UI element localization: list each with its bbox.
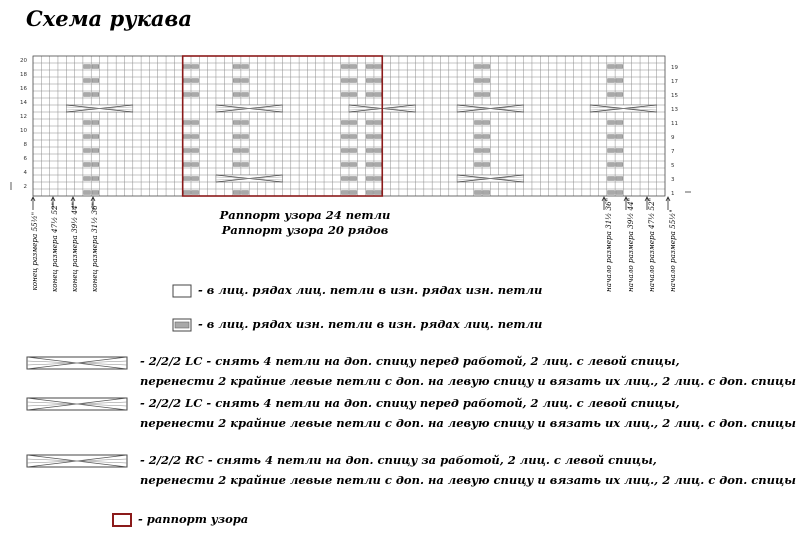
purl-cell [242, 191, 249, 195]
purl-cell [366, 65, 373, 69]
purl-cell [475, 191, 482, 195]
purl-cell [84, 135, 91, 139]
legend-lc2-line1: - 2/2/2 LC - снять 4 петли на доп. спицу перед работой, 2 лиц. с левой спицы, [140, 396, 680, 410]
purl-cell [341, 79, 348, 83]
purl-cell [183, 163, 190, 167]
purl-cell [350, 191, 357, 195]
purl-cell [183, 121, 190, 125]
purl-cell [341, 191, 348, 195]
purl-cell [483, 121, 490, 125]
purl-cell [616, 79, 623, 83]
row-label-right: 5 [671, 163, 675, 169]
purl-cell [366, 177, 373, 181]
purl-cell [475, 149, 482, 153]
size-marker-left-4: конец размера 31½ 36" [90, 202, 99, 292]
size-marker-right-4: начало размера 55½" [668, 209, 677, 292]
purl-cell [92, 149, 99, 153]
purl-cell [92, 79, 99, 83]
purl-cell [341, 93, 348, 97]
purl-cell [608, 79, 615, 83]
purl-cell [350, 93, 357, 97]
size-marker-right-1: начало размера 31½ 36" [604, 197, 613, 292]
purl-cell [375, 163, 382, 167]
row-label-left: 14 [20, 100, 27, 106]
purl-cell [375, 191, 382, 195]
row-label-right: 7 [671, 149, 675, 155]
row-label-right: 11 [671, 121, 678, 127]
legend-rc-line2: перенести 2 крайние левые петли с доп. на левую спицу и вязать их лиц., 2 лиц. с доп. спицы [140, 473, 796, 487]
row-label-left: 20 [20, 58, 27, 64]
purl-cell [366, 135, 373, 139]
row-label-left: 6 [23, 156, 27, 162]
purl-cell [475, 65, 482, 69]
row-label-left: 2 [23, 184, 27, 190]
legend-lc2-line2: перенести 2 крайние левые петли с доп. на левую спицу и вязать их лиц., 2 лиц. с доп. спицы [140, 416, 796, 430]
purl-cell [375, 79, 382, 83]
purl-cell [192, 121, 199, 125]
purl-cell [233, 135, 240, 139]
purl-cell [483, 149, 490, 153]
rapport-stitches-label: Раппорт узора 24 петли [219, 208, 391, 222]
purl-cell [242, 149, 249, 153]
purl-cell [183, 177, 190, 181]
purl-cell [483, 93, 490, 97]
row-label-left: 8 [23, 142, 27, 148]
purl-cell [375, 121, 382, 125]
purl-cell [616, 191, 623, 195]
purl-cell [84, 163, 91, 167]
purl-cell [475, 135, 482, 139]
legend-lc-cable-symbol [27, 357, 127, 369]
purl-cell [84, 191, 91, 195]
purl-cell [92, 163, 99, 167]
purl-cell [350, 149, 357, 153]
purl-cell [366, 121, 373, 125]
legend-rc-cable-symbol [27, 455, 127, 467]
purl-cell [242, 135, 249, 139]
legend-rapport-swatch [113, 514, 131, 526]
legend-rc-line1: - 2/2/2 RC - снять 4 петли на доп. спицу за работой, 2 лиц. с левой спицы, [140, 453, 657, 467]
size-marker-right-3: начало размера 47½ 52" [647, 197, 656, 292]
purl-cell [233, 93, 240, 97]
row-label-left: 12 [20, 114, 27, 120]
chart-grid [33, 56, 665, 196]
purl-cell [192, 177, 199, 181]
legend-knit-text: - в лиц. рядах лиц. петли в изн. рядах изн. петли [198, 283, 543, 297]
row-label-right: 13 [671, 107, 678, 113]
purl-cell [341, 149, 348, 153]
row-label-right: 3 [671, 177, 675, 183]
purl-cell [92, 65, 99, 69]
purl-cell [92, 121, 99, 125]
purl-cell [483, 65, 490, 69]
purl-cell [92, 177, 99, 181]
purl-cell [233, 191, 240, 195]
purl-cell [92, 93, 99, 97]
row-label-right: 15 [671, 93, 678, 99]
purl-cell [242, 65, 249, 69]
purl-cell [192, 79, 199, 83]
size-marker-left-1: конец размера 55½" [30, 212, 39, 291]
purl-cell [608, 135, 615, 139]
legend-lc1-line1: - 2/2/2 LC - снять 4 петли на доп. спицу перед работой, 2 лиц. с левой спицы, [140, 354, 680, 368]
purl-cell [341, 177, 348, 181]
size-marker-right-2: начало размера 39½ 44" [626, 197, 635, 292]
purl-cell [242, 93, 249, 97]
row-label-right: 9 [671, 135, 675, 141]
purl-cell [183, 135, 190, 139]
purl-cell [366, 191, 373, 195]
purl-cell [341, 135, 348, 139]
purl-cell [375, 177, 382, 181]
purl-cell [242, 163, 249, 167]
purl-cell [183, 93, 190, 97]
purl-cell [192, 149, 199, 153]
purl-cell [192, 163, 199, 167]
purl-cell [84, 149, 91, 153]
purl-cell [375, 65, 382, 69]
purl-cell [92, 135, 99, 139]
purl-cell [608, 191, 615, 195]
purl-cell [483, 135, 490, 139]
purl-cell [475, 163, 482, 167]
purl-cell [233, 163, 240, 167]
purl-cell [350, 79, 357, 83]
purl-cell [350, 135, 357, 139]
purl-cell [483, 163, 490, 167]
purl-cell [233, 65, 240, 69]
legend-lc1-line2: перенести 2 крайние левые петли с доп. на левую спицу и вязать их лиц., 2 лиц. с доп. спицы [140, 374, 796, 388]
purl-cell [233, 79, 240, 83]
purl-cell [616, 163, 623, 167]
legend-knit-swatch [173, 285, 191, 297]
purl-cell [350, 121, 357, 125]
legend-lc-cable-symbol-2 [27, 398, 127, 410]
purl-cell [375, 149, 382, 153]
purl-cell [233, 149, 240, 153]
purl-cell [84, 177, 91, 181]
purl-cell [608, 93, 615, 97]
row-label-left: 10 [20, 128, 27, 134]
legend-rapport-text: - раппорт узора [138, 512, 249, 526]
purl-cell [84, 79, 91, 83]
purl-cell [608, 163, 615, 167]
row-label-left: 16 [20, 86, 27, 92]
purl-cell [375, 93, 382, 97]
row-label-left: 18 [20, 72, 27, 78]
purl-cell [350, 163, 357, 167]
page-title: Схема рукава [26, 6, 192, 31]
purl-cell [616, 121, 623, 125]
purl-cell [242, 79, 249, 83]
purl-cell [616, 149, 623, 153]
purl-cell [616, 177, 623, 181]
purl-cell [341, 65, 348, 69]
purl-cell [375, 135, 382, 139]
purl-cell [616, 65, 623, 69]
size-marker-left-2: конец размера 47½ 52" [50, 202, 59, 292]
purl-cell [616, 93, 623, 97]
purl-cell [366, 149, 373, 153]
purl-cell [475, 121, 482, 125]
purl-cell [350, 65, 357, 69]
purl-cell [233, 121, 240, 125]
purl-cell [84, 65, 91, 69]
purl-cell [183, 79, 190, 83]
purl-cell [183, 149, 190, 153]
purl-cell [616, 135, 623, 139]
row-label-left: 4 [23, 170, 27, 176]
legend-purl-swatch-fill [175, 322, 189, 328]
size-marker-left-3: конец размера 39½ 44" [70, 202, 79, 292]
purl-cell [608, 149, 615, 153]
purl-cell [341, 121, 348, 125]
purl-cell [192, 191, 199, 195]
purl-cell [366, 163, 373, 167]
cable-symbols [66, 105, 656, 182]
legend-purl-text: - в лиц. рядах изн. петли в изн. рядах лиц. петли [198, 317, 543, 331]
row-label-right: 19 [671, 65, 678, 71]
purl-cell [183, 191, 190, 195]
purl-cell [608, 177, 615, 181]
purl-cell [242, 121, 249, 125]
purl-cell [192, 93, 199, 97]
purl-cell [341, 163, 348, 167]
purl-cell [366, 93, 373, 97]
row-label-right: 17 [671, 79, 678, 85]
rapport-rows-label: Раппорт узора 20 рядов [221, 223, 389, 237]
purl-cell [483, 191, 490, 195]
purl-cell [192, 135, 199, 139]
purl-cell [366, 79, 373, 83]
purl-cell [483, 79, 490, 83]
purl-cell [608, 65, 615, 69]
purl-cell [475, 93, 482, 97]
purl-cell [608, 121, 615, 125]
purl-cell [183, 65, 190, 69]
purl-cell [475, 79, 482, 83]
purl-cell [84, 93, 91, 97]
purl-cell [350, 177, 357, 181]
purl-cell [84, 121, 91, 125]
purl-cell [192, 65, 199, 69]
purl-cell [92, 191, 99, 195]
row-label-right: 1 [671, 191, 675, 197]
